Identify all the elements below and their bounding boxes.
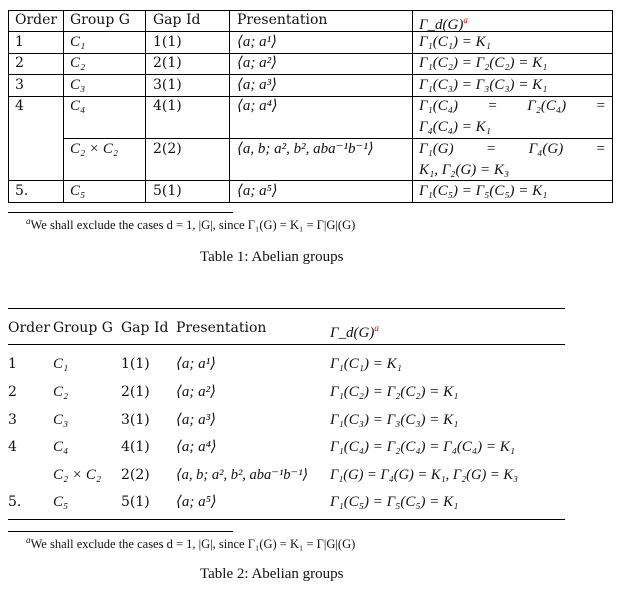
table-2-header-rule <box>8 344 565 345</box>
table-2-header-gamma <box>330 319 379 342</box>
table-2-cell-gap-id: 2(2) <box>121 467 150 483</box>
table-1-header-presentation: Presentation <box>237 12 328 28</box>
table-1-cell-order: 2 <box>15 55 24 71</box>
table-1-caption: Table 1: Abelian groups <box>200 249 344 265</box>
table-1-cell-gap-id: 4(1) <box>153 98 182 114</box>
gamma-equals: = <box>488 98 497 114</box>
gamma-equals: = <box>596 98 605 114</box>
table-2-header-group: Group G <box>53 320 113 336</box>
gamma-term: Γ₂(C₄) <box>527 98 567 114</box>
table-1-cell-group: C₁ <box>70 34 86 50</box>
table-1-header-order: Order <box>15 12 58 28</box>
table-1-cell-gamma-line2: K₁, Γ₂(G) = K₃ <box>419 162 510 178</box>
gamma-term: Γ₁(C₄) <box>419 98 458 114</box>
table-2-bottom-rule <box>8 519 565 520</box>
table-1-cell-presentation: ⟨a; a⁴⟩ <box>237 98 278 114</box>
table-1-cell-group: C₃ <box>70 77 86 93</box>
table-2-cell-group: C₂ × C₂ <box>53 467 102 483</box>
table-1-cell-gamma: Γ₁(C₁) = K₁ <box>419 34 491 50</box>
table-1-header-gamma-text: Γ_d(G) <box>419 17 464 33</box>
table-1-cell-gamma: Γ₁(C₂) = Γ₂(C₂) = K₁ <box>419 55 548 71</box>
gamma-equals: = <box>596 141 605 157</box>
table-2-footnote <box>26 535 355 552</box>
table-1-cell-gamma: Γ₁(C₅) = Γ₅(C₅) = K₁ <box>419 183 548 199</box>
table-1-cell-gamma-line1 <box>419 97 605 115</box>
table-1-col-rule <box>63 10 64 203</box>
table-2-cell-order: 3 <box>8 412 17 428</box>
table-2-cell-order: 2 <box>8 384 17 400</box>
table-1-cell-gamma: Γ₁(C₃) = Γ₃(C₃) = K₁ <box>419 77 548 93</box>
table-2-header-order: Order <box>8 320 51 336</box>
table-2-cell-presentation: ⟨a, b; a², b², aba⁻¹b⁻¹⟩ <box>176 467 309 483</box>
table-2-cell-gap-id: 4(1) <box>121 439 150 455</box>
table-2-cell-gamma: Γ₁(C₃) = Γ₃(C₃) = K₁ <box>330 412 459 428</box>
table-2-cell-presentation: ⟨a; a³⟩ <box>176 412 216 428</box>
table-2-cell-gap-id: 5(1) <box>121 494 150 510</box>
table-2-top-rule <box>8 308 565 309</box>
table-1-cell-group: C₄ <box>70 98 86 114</box>
table-2-cell-gamma: Γ₁(C₁) = K₁ <box>330 356 402 372</box>
table-1-cell-order: 1 <box>15 34 24 50</box>
table-1-row-rule <box>8 180 612 181</box>
table-1-cell-presentation: ⟨a; a¹⟩ <box>237 34 277 50</box>
table-2-cell-group: C₂ <box>53 384 69 400</box>
table-2-cell-presentation: ⟨a; a²⟩ <box>176 384 216 400</box>
table-1-header-rule <box>8 31 612 32</box>
table-1-left-border <box>8 10 9 203</box>
gamma-term: Γ₁(G) <box>419 141 454 157</box>
table-1-right-border <box>612 10 613 203</box>
table-1-cell-presentation: ⟨a; a⁵⟩ <box>237 183 278 199</box>
table-1-cell-gap-id: 5(1) <box>153 183 182 199</box>
table-2-caption: Table 2: Abelian groups <box>200 566 344 582</box>
table-1-cell-gamma-line1 <box>419 140 605 158</box>
table-1-header-group: Group G <box>70 12 130 28</box>
table-2-cell-group: C₄ <box>53 439 69 455</box>
gamma-term: Γ₄(G) <box>528 141 564 157</box>
table-1-cell-gap-id: 3(1) <box>153 77 182 93</box>
table-2-footnote-rule <box>8 531 233 532</box>
table-1-cell-group: C₅ <box>70 183 86 199</box>
table-1-row-rule <box>8 74 612 75</box>
table-1-col-rule <box>412 10 413 203</box>
table-1-header-gamma <box>419 11 468 34</box>
table-2-cell-group: C₁ <box>53 356 69 372</box>
table-2-cell-gamma: Γ₁(C₅) = Γ₅(C₅) = K₁ <box>330 494 459 510</box>
table-1-col-rule <box>229 10 230 203</box>
table-2-cell-gap-id: 3(1) <box>121 412 150 428</box>
table-2-cell-order: 4 <box>8 439 17 455</box>
table-1-cell-order: 4 <box>15 98 24 114</box>
table-2-cell-gamma: Γ₁(C₄) = Γ₂(C₄) = Γ₄(C₄) = K₁ <box>330 439 515 455</box>
table-1-cell-order: 3 <box>15 77 24 93</box>
table-2-cell-gap-id: 1(1) <box>121 356 150 372</box>
table-1-footnote-mark: a <box>463 15 468 25</box>
table-1-cell-presentation: ⟨a; a²⟩ <box>237 55 277 71</box>
table-1-cell-gap-id: 1(1) <box>153 34 182 50</box>
table-2-cell-presentation: ⟨a; a⁴⟩ <box>176 439 217 455</box>
table-1-cell-order: 5. <box>15 183 29 199</box>
footnote-text: We shall exclude the cases d = 1, |G|, since Γ₁(G) = K₁ = Γ|G|(G) <box>30 537 356 551</box>
table-1-cell-gamma-line2: Γ₄(C₄) = K₁ <box>419 119 491 135</box>
table-1-cell-group: C₂ × C₂ <box>70 141 119 157</box>
table-2-header-gamma-text: Γ_d(G) <box>330 325 375 341</box>
table-1-col-rule <box>145 10 146 203</box>
table-1-bottom-rule <box>8 202 612 203</box>
table-2-header-gap-id: Gap Id <box>121 320 169 336</box>
footnote-mark: a <box>26 535 31 545</box>
table-2-cell-gap-id: 2(1) <box>121 384 150 400</box>
table-2-cell-presentation: ⟨a; a¹⟩ <box>176 356 216 372</box>
table-2-cell-presentation: ⟨a; a⁵⟩ <box>176 494 217 510</box>
table-2-footnote-mark: a <box>374 323 379 333</box>
table-2-cell-order: 1 <box>8 356 17 372</box>
table-2-cell-group: C₃ <box>53 412 69 428</box>
gamma-equals: = <box>486 141 496 157</box>
table-1-cell-gap-id: 2(2) <box>153 141 182 157</box>
table-1-footnote-rule <box>8 212 233 213</box>
table-2-cell-gamma: Γ₁(C₂) = Γ₂(C₂) = K₁ <box>330 384 459 400</box>
table-1-cell-gap-id: 2(1) <box>153 55 182 71</box>
table-2-cell-group: C₅ <box>53 494 69 510</box>
table-2-cell-order: 5. <box>8 494 22 510</box>
footnote-mark: a <box>26 216 31 226</box>
footnote-text: We shall exclude the cases d = 1, |G|, since Γ₁(G) = K₁ = Γ|G|(G) <box>30 218 356 232</box>
table-1-cell-group: C₂ <box>70 55 86 71</box>
table-1-header-gap-id: Gap Id <box>153 12 201 28</box>
table-1-cell-presentation: ⟨a; a³⟩ <box>237 77 277 93</box>
table-1-footnote <box>26 216 355 233</box>
table-1-cell-presentation: ⟨a, b; a², b², aba⁻¹b⁻¹⟩ <box>237 141 374 157</box>
table-2-cell-gamma: Γ₁(G) = Γ₄(G) = K₁, Γ₂(G) = K₃ <box>330 467 519 483</box>
table-2-header-presentation: Presentation <box>176 320 267 336</box>
